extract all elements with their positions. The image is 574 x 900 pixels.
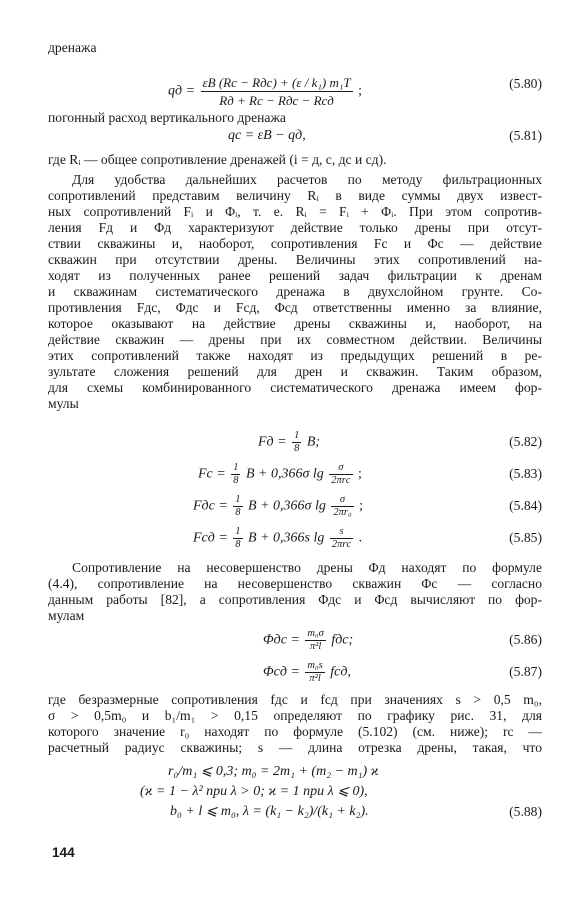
page-number: 144 — [52, 845, 75, 860]
paragraph-line: скважин при отсутствии дрены. Величины этих сопротивлений на- — [48, 252, 542, 267]
paragraph-line: ствии скважины и, наоборот, сопротивления Fс и Φс — действие — [48, 236, 542, 251]
fraction — [231, 462, 240, 487]
equation-5-87 — [48, 656, 542, 686]
eq-lhs: qд = — [168, 83, 196, 99]
fraction-numerator: 1 — [294, 430, 300, 441]
text-line: дренажа — [48, 40, 97, 55]
equation-number: (5.87) — [509, 664, 542, 679]
fraction — [292, 430, 301, 455]
eq-lhs: Fд = — [258, 434, 287, 450]
equation-number: (5.85) — [509, 530, 542, 545]
eq-lhs: Fсд = — [193, 530, 228, 546]
text-line: погонный расход вертикального дренажа — [48, 110, 286, 125]
paragraph-line: мулы — [48, 396, 79, 411]
equation-number: (5.86) — [509, 632, 542, 647]
main-fraction — [201, 74, 353, 109]
paragraph-line: для схемы комбинированного систематического дренажа имеем фор- — [48, 380, 542, 395]
eq-line: b₀ + l ⩽ m₀, λ = (k₁ − k₂)/(k₁ + k₂). — [170, 804, 369, 819]
paragraph-line: σ > 0,5m₀ и b₁/m₁ > 0,15 определяют по графику рис. 31, для — [48, 708, 542, 723]
fraction-denominator: 8 — [233, 475, 239, 486]
paragraph-line: противления Fдс, Φдс и Fсд, Φсд ответственны именно за влияние, — [48, 300, 542, 315]
eq-lhs: Φдс = — [263, 632, 300, 648]
log-fraction — [331, 494, 353, 519]
paragraph-line: (4.4), сопротивление на несовершенство скважин Φс — согласно — [48, 576, 542, 591]
fraction-numerator: s — [339, 526, 344, 537]
paragraph-line: ления Fд и Φд характеризуют действие только дрены при отсут- — [48, 220, 542, 235]
equation-number: (5.81) — [509, 128, 542, 143]
paragraph-line: зультате сложения решений для дрен и скважин. Таким образом, — [48, 364, 542, 379]
text-line: где Rᵢ — общее сопротивление дренажей (i = д, с, дс и сд). — [48, 152, 387, 167]
equation-number: (5.88) — [509, 804, 542, 819]
paragraph-line: сопротивлений представим величину Rᵢ в виде суммы двух извест- — [48, 188, 542, 203]
log-fraction — [330, 526, 353, 551]
paragraph-line: которое оказывают на действие дрены скважины и, наоборот, на — [48, 316, 542, 331]
log-fraction — [329, 462, 352, 487]
fraction — [233, 526, 242, 551]
eq-tail: . — [358, 530, 363, 546]
paragraph-line: Сопротивление на несовершенство дрены Φд находят по формуле — [72, 560, 542, 575]
fraction-numerator: 1 — [233, 462, 239, 473]
eq-middle: B + 0,366σ lg — [248, 498, 326, 514]
eq-rest: B; — [306, 434, 321, 450]
eq-lhs: Φсд = — [263, 664, 300, 680]
eq-tail: ; — [358, 83, 363, 99]
paragraph-line: мулам — [48, 608, 85, 623]
fraction-numerator: 1 — [235, 494, 241, 505]
fraction-denominator: π²l — [305, 640, 325, 653]
paragraph-line: где безразмерные сопротивления fдс и fсд при значениях s > 0,5 m₀, — [48, 692, 542, 707]
fraction-numerator: 1 — [235, 526, 241, 537]
equation-number: (5.80) — [509, 76, 542, 91]
fraction-denominator: 8 — [235, 507, 241, 518]
eq-line: (ϰ = 1 − λ² при λ > 0; ϰ = 1 при λ ⩽ 0), — [140, 784, 368, 799]
paragraph-line: ных сопротивлений Fᵢ и Φᵢ, т. е. Rᵢ = Fᵢ + Φᵢ. При этом сопротив- — [48, 204, 542, 219]
fraction-numerator: m₀σ — [307, 628, 324, 639]
eq-lhs: Fдс = — [193, 498, 228, 514]
equation-number: (5.82) — [509, 434, 542, 449]
fraction-denominator: 8 — [235, 539, 241, 550]
equation-5-80 — [48, 64, 542, 108]
eq-lhs: Fс = — [198, 466, 226, 482]
equation-5-83 — [48, 458, 542, 488]
fraction-denominator: 2πrс — [331, 539, 352, 550]
paragraph-line: данным работы [82], а сопротивления Φдс и Φсд вычисляют по фор- — [48, 592, 542, 607]
paragraph-line: Для удобства дальнейших расчетов по методу фильтрационных — [72, 172, 542, 187]
fraction — [305, 628, 325, 653]
eq-middle: B + 0,366s lg — [248, 530, 325, 546]
eq-rest: fсд, — [330, 664, 351, 680]
eq-tail: ; — [359, 498, 363, 514]
paragraph-line: расчетный радиус скважины; s — длина отрезка дрены, такая, что — [48, 740, 542, 755]
fraction-numerator: σ — [339, 494, 346, 505]
fraction-denominator: 2πr₀ — [333, 507, 352, 518]
equation-5-82 — [48, 426, 542, 456]
fraction — [233, 494, 242, 519]
fraction-numerator: σ — [338, 462, 344, 473]
fraction-numerator: εB (Rс − Rдс) + (ε / k₁) m₁T — [202, 75, 351, 90]
paragraph-line: которого значение r₀ находят по формуле (5.102) (см. ниже); rс — — [48, 724, 542, 739]
equation-number: (5.83) — [509, 466, 542, 481]
paragraph-line: этих сопротивлений также находят из предыдущих решений в ре- — [48, 348, 542, 363]
eq-rest: fдс; — [331, 632, 354, 648]
equation-5-85 — [48, 522, 542, 552]
eq-middle: B + 0,366σ lg — [245, 466, 324, 482]
fraction-denominator: Rд + Rс − Rдс − Rсд — [201, 91, 353, 109]
equation-5-86 — [48, 624, 542, 654]
eq-line: r₀/m₁ ⩽ 0,3; m₀ = 2m₁ + (m₂ − m₁) ϰ — [168, 764, 379, 779]
equation-5-84 — [48, 490, 542, 520]
fraction — [305, 660, 324, 685]
paragraph-line: ходят из полученных ранее решений задач фильтрации к дренам — [48, 268, 542, 283]
fraction-denominator: 2πrс — [331, 475, 351, 486]
fraction-numerator: m₀s — [307, 660, 323, 671]
equation-5-88 — [48, 762, 542, 824]
fraction-denominator: 8 — [294, 443, 300, 454]
eq-text: qс = εB − qд, — [228, 128, 306, 143]
paragraph-line: и скважинам систематического дренажа в двухслойном грунте. Со- — [48, 284, 542, 299]
paragraph-line: действие скважин — дрены при их совместном действии. Величины — [48, 332, 542, 347]
fraction-denominator: π²l — [305, 672, 324, 685]
eq-tail: ; — [358, 466, 362, 482]
equation-number: (5.84) — [509, 498, 542, 513]
